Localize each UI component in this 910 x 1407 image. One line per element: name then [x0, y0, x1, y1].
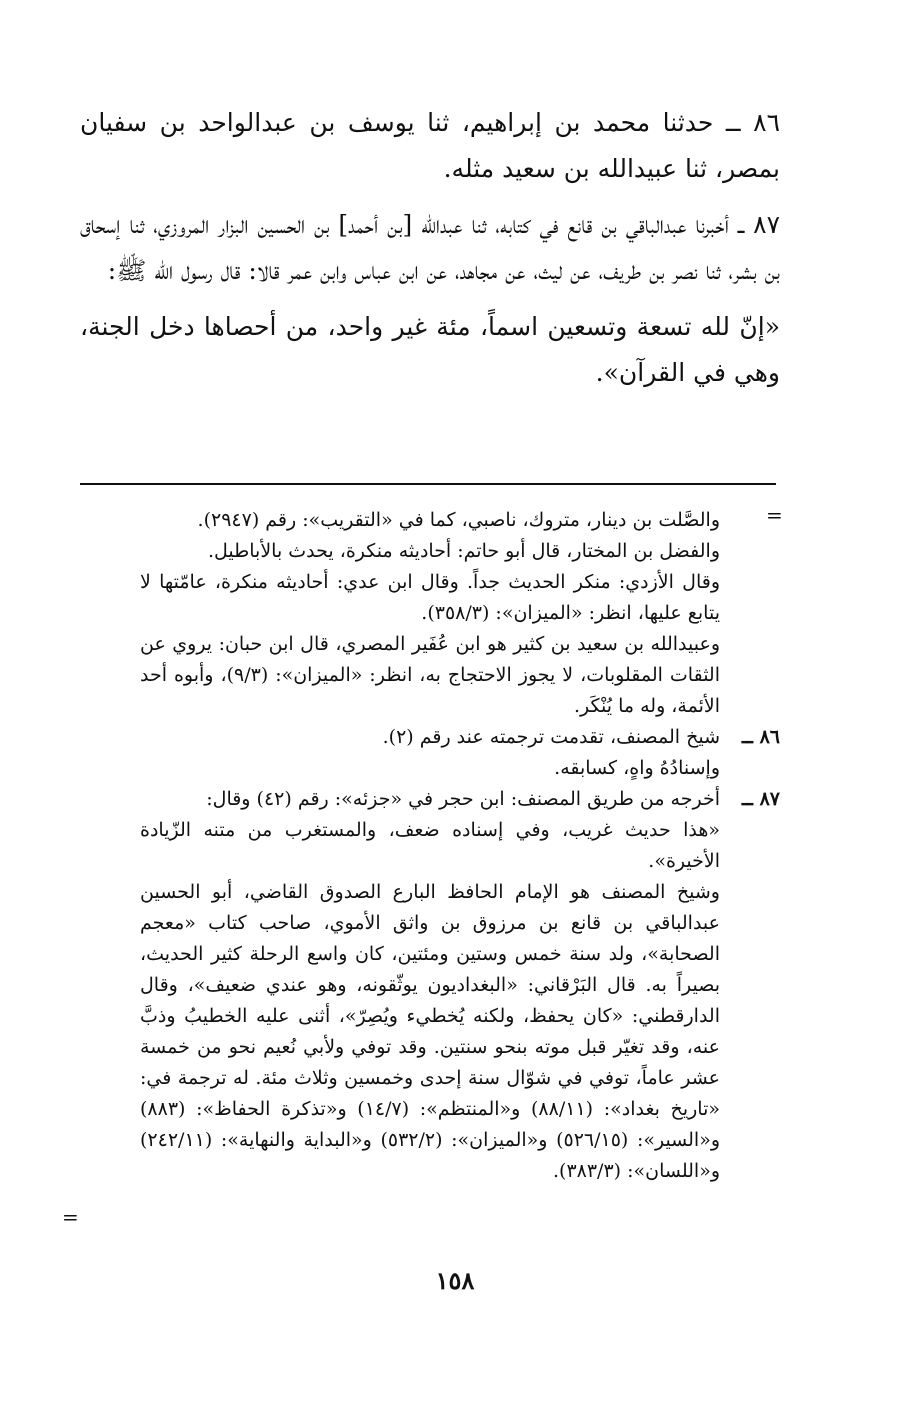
footnote-line: «هذا حديث غريب، وفي إسناده ضعف، والمستغرب من متنه الزّيادة الأخيرة».: [140, 819, 720, 872]
footnote-line: شيخ المصنف، تقدمت ترجمته عند رقم (٢).: [382, 726, 720, 748]
footnote-number: ٨٧ ــ: [741, 788, 780, 810]
footnote-line: وشيخ المصنف هو الإمام الحافظ البارع الصدوق القاضي، أبو الحسين عبدالباقي بن قانع بن مرزوق بن واثق الأموي، صاحب كتاب «معجم الصحابة»، ولد سنة خمس وستين ومئتين، كان واسع الرحلة كثير الحديث، بصيراً به. قال البَرْقاني: «البغداديون يوثّقونه، وهو عندي ضعيف»، وقال الدارقطني: «كان يحفظ، ولكنه يُخطيء ويُصِرّ»، أثنى عليه الخطيبُ وذبَّ عنه، وقد تغيّر قبل موته بنحو سنتين. وقد توفي ولأبي نُعيم نحو من خمسة عشر عاماً، توفي في شوّال سنة إحدى وخمسين وثلاث مئة. له ترجمة في: «تاريخ بغداد»: (٨٨/١١) و«المنتظم»: (١٤/٧) و«تذكرة الحفاظ»: (٨٨٣) و«السير»: (٥٢٦/١٥) و«الميزان»: (٥٣٢/٢) و«البداية والنهاية»: (٢٤٢/١١) و«اللسان»: (٣٨٣/٣).: [140, 881, 721, 1182]
footnote-line: والصَّلت بن دينار، متروك، ناصبي، كما في «التقريب»: رقم (٢٩٤٧).: [197, 509, 720, 531]
footnote-line: والفضل بن المختار، قال أبو حاتم: أحاديثه منكرة، يحدث بالأباطيل.: [207, 540, 720, 562]
footnote-line: أخرجه من طريق المصنف: ابن حجر في «جزئه»: رقم (٤٢) وقال:: [206, 788, 720, 810]
hadith-87-matn: «إنّ لله تسعة وتسعين اسماً، مئة غير واحد، من أحصاها دخل الجنة، وهي في القرآن».: [80, 312, 780, 387]
footnote-line: وعبيدالله بن سعيد بن كثير هو ابن عُفَير المصري، قال ابن حبان: يروي عن الثقات المقلوبات، لا يجوز الاحتجاج به، انظر: «الميزان»: (٩/٣)، وأبوه أحد الأئمة، وله ما يُنْكَر.: [140, 633, 720, 717]
footnotes: [140, 505, 780, 1187]
footnote-line: وقال الأزدي: منكر الحديث جداً. وقال ابن عدي: أحاديثه منكرة، عامّتها لا يتابع عليها، انظر: «الميزان»: (٣٥٨/٣).: [140, 571, 720, 624]
footnote-divider: [80, 483, 776, 485]
footnote-number: ٨٦ ــ: [741, 726, 780, 748]
main-text: [80, 100, 780, 406]
hadith-87-isnad: ٨٧ ــ أخبرنا عبدالباقي بن قانع في كتابه، ثنا عبدالله [بن أحمد] بن الحسين البزار المروزي، ثنا إسحاق بن بشر، ثنا نصر بن طريف، عن ليث، عن مجاهد، عن ابن عباس وابن عمر قالا: قال رسول الله ﷺ:: [80, 210, 780, 285]
footnote-86: [140, 722, 780, 784]
footnote-87: [140, 784, 780, 1187]
page-number: ١٥٨: [435, 1266, 475, 1295]
continuation-marker-bottom: =: [62, 1205, 79, 1229]
footnote-line: وإسنادُهُ واهٍ، كسابقه.: [554, 757, 720, 779]
continuation-marker-top: =: [766, 503, 783, 527]
hadith-86: ٨٦ ــ حدثنا محمد بن إبراهيم، ثنا يوسف بن عبدالواحد بن سفيان بمصر، ثنا عبيدالله بن سعيد مثله.: [80, 108, 780, 183]
